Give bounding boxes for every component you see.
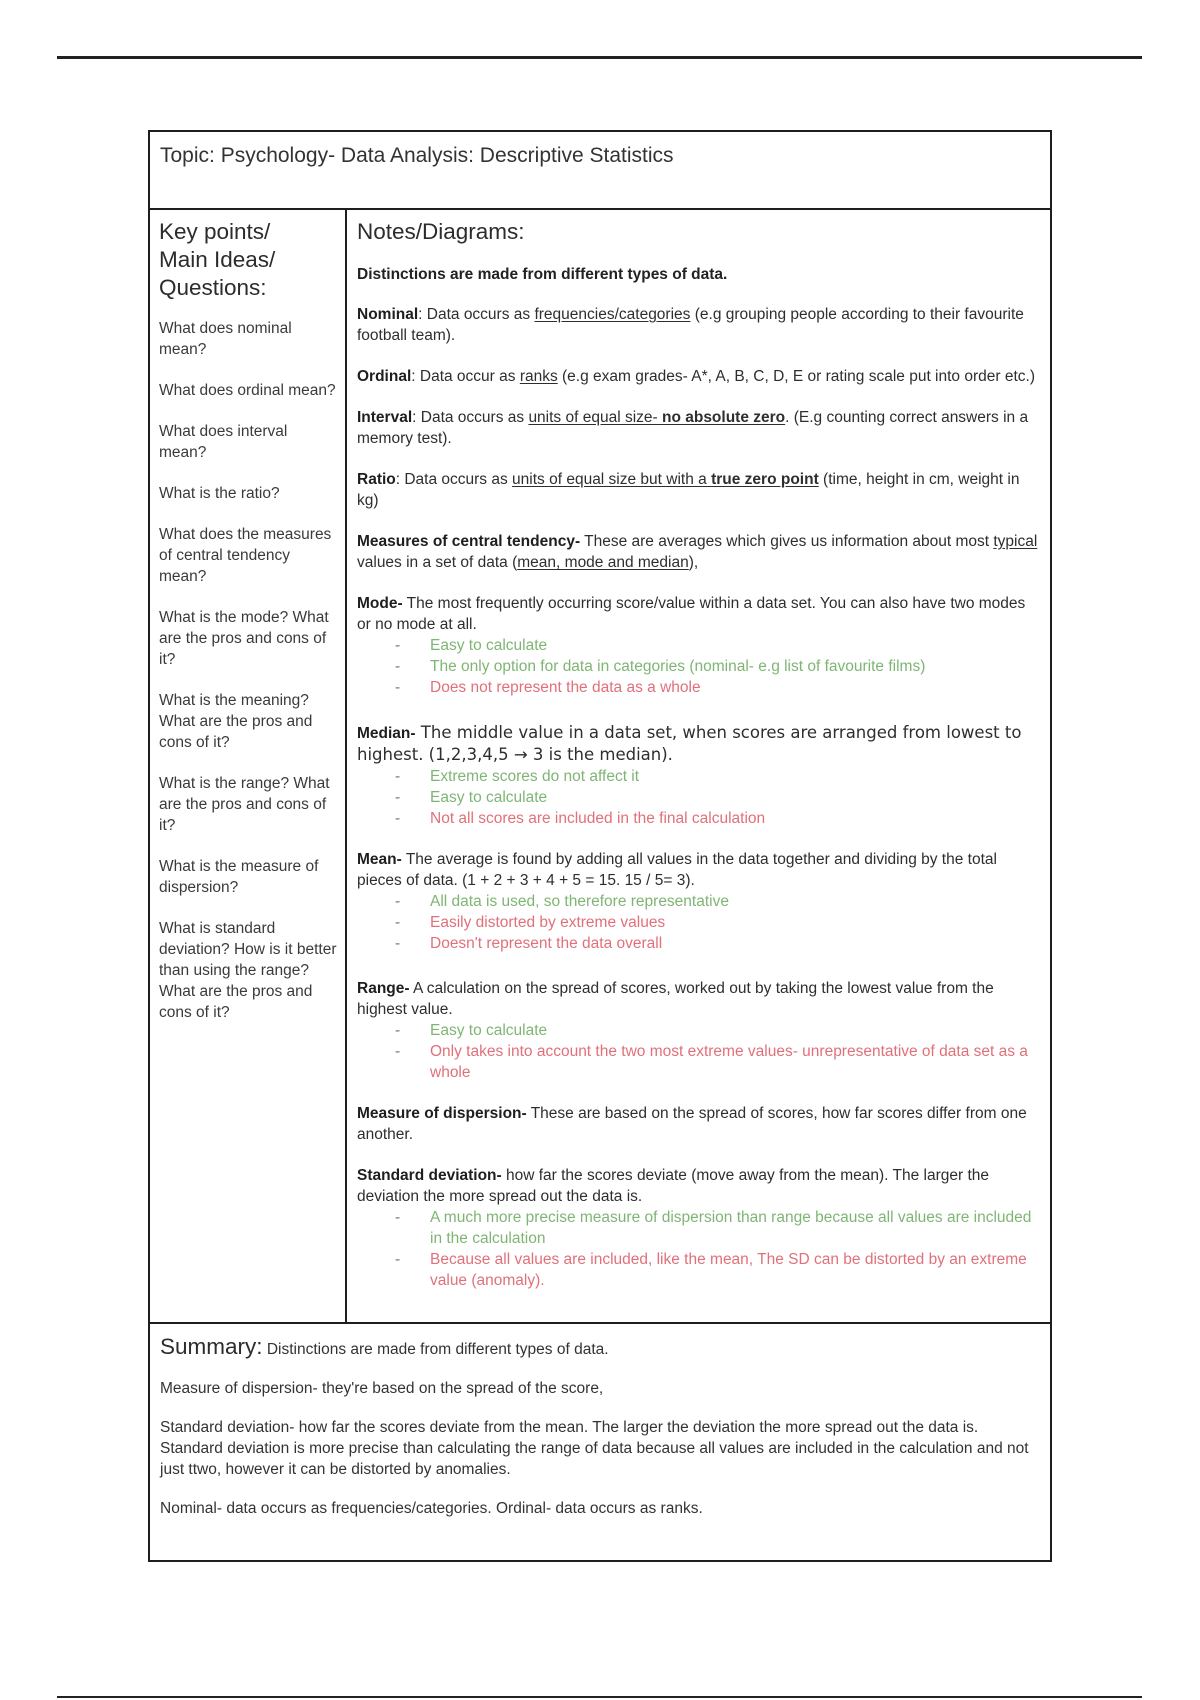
mode-pros-cons — [357, 635, 1040, 698]
con-item: - Does not represent the data as a whole — [357, 677, 1040, 698]
summary-paragraph: Nominal- data occurs as frequencies/categories. Ordinal- data occurs as ranks. — [160, 1500, 703, 1517]
underlined-text: mean, mode and median — [517, 554, 689, 571]
text: (e.g grouping people according to their favourite football team). — [357, 306, 1024, 344]
note-mode — [357, 593, 1040, 698]
term-mode: Mode- — [357, 595, 403, 612]
summary-heading: Summary: — [160, 1334, 263, 1359]
note-ordinal — [357, 366, 1040, 387]
term-nominal: Nominal — [357, 306, 419, 323]
summary-paragraph: Standard deviation- how far the scores deviate from the mean. The larger the deviation the more spread out the data is. Standard deviation is more precise than calculating the range of data because all values are included in the calculation and not just ttwo, however it can be distorted by anomalies. — [160, 1419, 1029, 1478]
notes-heading: Notes/Diagrams: — [357, 219, 525, 244]
range-pros-cons — [357, 1020, 1040, 1083]
term-mean: Mean- — [357, 851, 402, 868]
note-mean — [357, 849, 1040, 954]
question-standard-deviation: What is standard deviation? How is it better than using the range? What are the pros and cons of it? — [159, 920, 337, 1021]
key-points-heading: Key points/ Main Ideas/ Questions: — [159, 219, 276, 300]
summary-paragraph: Measure of dispersion- they're based on the spread of the score, — [160, 1380, 604, 1397]
text: : Data occurs as — [412, 409, 529, 426]
median-pros-cons — [357, 766, 1040, 829]
term-range: Range- — [357, 980, 410, 997]
std-dev-pros-cons — [357, 1207, 1040, 1291]
text: units of equal size but with a — [512, 471, 712, 488]
question-ordinal: What does ordinal mean? — [159, 382, 336, 399]
text: units of equal size- — [528, 409, 662, 426]
con-item: - Not all scores are included in the final calculation — [357, 808, 1040, 829]
question-mean: What is the meaning? What are the pros and cons of it? — [159, 692, 313, 751]
pro-item: - Easy to calculate — [357, 635, 1040, 656]
con-item: - Only takes into account the two most extreme values- unrepresentative of data set as a whole — [357, 1041, 1040, 1083]
question-dispersion: What is the measure of dispersion? — [159, 858, 319, 896]
page-bottom-rule — [57, 1696, 1142, 1698]
term-standard-deviation: Standard deviation- — [357, 1167, 502, 1184]
term-dispersion: Measure of dispersion- — [357, 1105, 527, 1122]
notes-column — [347, 210, 1050, 1322]
term-ratio: Ratio — [357, 471, 396, 488]
text: These are based on the spread of scores, how far scores differ from one another. — [357, 1105, 1027, 1143]
text: : Data occurs as — [395, 471, 513, 488]
mean-pros-cons — [357, 891, 1040, 954]
text: (e.g exam grades- A*, A, B, C, D, E or rating scale put into order etc.) — [557, 368, 1035, 385]
summary-first-line — [160, 1334, 1040, 1360]
text: : Data occur as — [411, 368, 520, 385]
bold-text: no absolute zero — [661, 409, 786, 426]
summary-section — [150, 1324, 1050, 1560]
question-central-tendency: What does the measures of central tendency mean? — [159, 526, 332, 585]
topic-header: Topic: Psychology- Data Analysis: Descriptive Statistics — [150, 132, 1050, 210]
note-standard-deviation — [357, 1165, 1040, 1291]
underlined-text — [528, 409, 785, 426]
note-nominal — [357, 304, 1040, 346]
notes-lead: Distinctions are made from different types of data. — [357, 266, 728, 283]
note-ratio — [357, 469, 1040, 511]
text: . (E.g counting correct answers in a memory test). — [357, 409, 1029, 447]
underlined-text — [512, 471, 819, 488]
question-mode: What is the mode? What are the pros and cons of it? — [159, 609, 329, 668]
underlined-text: ranks — [519, 368, 558, 385]
text: (time, height in cm, weight in kg) — [357, 471, 1020, 509]
text: values in a set of data ( — [357, 554, 518, 571]
underlined-text: typical — [993, 533, 1038, 550]
text: how far the scores deviate (move away from the mean). The larger the deviation the more spread out the data is. — [357, 1167, 990, 1205]
text: ), — [688, 554, 699, 571]
question-range: What is the range? What are the pros and cons of it? — [159, 775, 330, 834]
text: : Data occurs as — [418, 306, 535, 323]
text: The most frequently occurring score/value within a data set. You can also have two modes or no mode at all. — [357, 595, 1026, 633]
note-interval — [357, 407, 1040, 449]
text: The average is found by adding all values in the data together and dividing by the total pieces of data. (1 + 2 + 3 + 4 + 5 = 15. 15 / 5= 3). — [357, 851, 997, 889]
question-ratio: What is the ratio? — [159, 485, 280, 502]
page-top-rule — [57, 56, 1142, 59]
bold-text: true zero point — [711, 471, 819, 488]
pro-item: - All data is used, so therefore representative — [357, 891, 1040, 912]
con-item: - Because all values are included, like the mean, The SD can be distorted by an extreme value (anomaly). — [357, 1249, 1040, 1291]
pro-item: - Easy to calculate — [357, 1020, 1040, 1041]
key-points-column — [150, 210, 347, 1322]
cornell-notes-sheet — [148, 130, 1052, 1562]
note-median — [357, 722, 1040, 829]
question-nominal: What does nominal mean? — [159, 320, 292, 358]
underlined-text: frequencies/categories — [534, 306, 691, 323]
pro-item: - The only option for data in categories (nominal- e.g list of favourite films) — [357, 656, 1040, 677]
con-item: - Easily distorted by extreme values — [357, 912, 1040, 933]
pro-item: - A much more precise measure of dispersion than range because all values are included in the calculation — [357, 1207, 1040, 1249]
notes-body-row — [150, 210, 1050, 1324]
pro-item: - Extreme scores do not affect it — [357, 766, 1040, 787]
summary-intro: Distinctions are made from different types of data. — [262, 1341, 609, 1358]
pro-item: - Easy to calculate — [357, 787, 1040, 808]
note-central-tendency — [357, 531, 1040, 573]
term-median: Median- — [357, 725, 416, 742]
term-ordinal: Ordinal — [357, 368, 412, 385]
note-dispersion — [357, 1103, 1040, 1145]
note-range — [357, 978, 1040, 1083]
term-interval: Interval — [357, 409, 413, 426]
text: These are averages which gives us information about most — [580, 533, 994, 550]
text: A calculation on the spread of scores, worked out by taking the lowest value from the highest value. — [357, 980, 994, 1018]
con-item: - Doesn't represent the data overall — [357, 933, 1040, 954]
question-interval: What does interval mean? — [159, 423, 288, 461]
text: The middle value in a data set, when scores are arranged from lowest to highest. (1,2,3,4,5 → 3 is the median). — [357, 723, 1022, 764]
term-central-tendency: Measures of central tendency- — [357, 533, 581, 550]
